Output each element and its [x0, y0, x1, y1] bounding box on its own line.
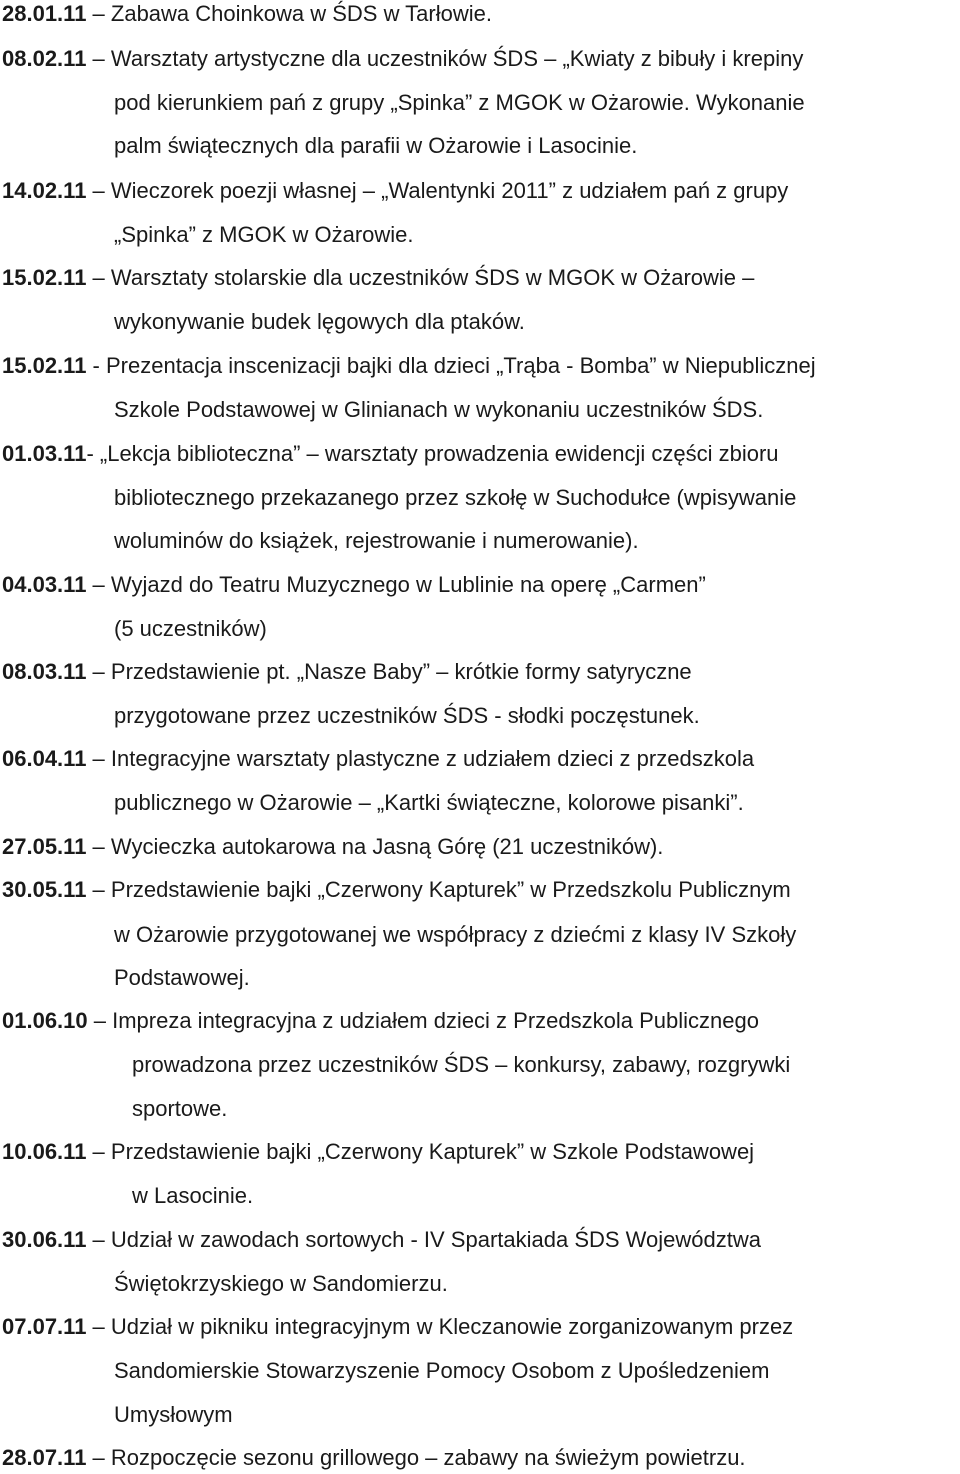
entry-1 [2, 3, 492, 25]
entry-text: – Zabawa Choinkowa w ŚDS w Tarłowie. [86, 1, 492, 26]
entry-date: 01.03.11 [2, 441, 87, 466]
entry-text: – Wieczorek poezji własnej – „Walentynki 2011” z udziałem pań z grupy [86, 178, 789, 203]
entry-date: 08.03.11 [2, 659, 87, 684]
entry-12 [2, 1010, 759, 1032]
entry-16 [2, 1447, 746, 1469]
entry-date: 27.05.11 [2, 834, 87, 859]
entry-14 [2, 1229, 761, 1251]
entry-14-line-2: Świętokrzyskiego w Sandomierzu. [114, 1271, 448, 1296]
entry-3 [2, 180, 788, 202]
entry-6 [2, 443, 779, 465]
entry-text: – Warsztaty artystyczne dla uczestników ŚDS – „Kwiaty z bibuły i krepiny [86, 46, 804, 71]
entry-5-line-2: Szkole Podstawowej w Glinianach w wykonaniu uczestników ŚDS. [114, 397, 764, 422]
entry-date: 28.07.11 [2, 1445, 87, 1470]
entry-text: – Rozpoczęcie sezonu grillowego – zabawy na świeżym powietrzu. [86, 1445, 746, 1470]
entry-date: 30.06.11 [2, 1227, 87, 1252]
entry-text: – Warsztaty stolarskie dla uczestników ŚDS w MGOK w Ożarowie – [86, 265, 755, 290]
entry-9 [2, 748, 754, 770]
entry-6-line-3: woluminów do książek, rejestrowanie i numerowanie). [114, 528, 639, 553]
entry-5 [2, 355, 816, 377]
entry-text: – Wycieczka autokarowa na Jasną Górę (21 uczestników). [86, 834, 664, 859]
entry-9-line-2: publicznego w Ożarowie – „Kartki świąteczne, kolorowe pisanki”. [114, 790, 744, 815]
entry-8-line-2: przygotowane przez uczestników ŚDS - słodki poczęstunek. [114, 703, 700, 728]
entry-text: – Integracyjne warsztaty plastyczne z udziałem dzieci z przedszkola [86, 746, 755, 771]
entry-text: - Prezentacja inscenizacji bajki dla dzieci „Trąba - Bomba” w Niepublicznej [86, 353, 816, 378]
entry-15-line-3: Umysłowym [114, 1402, 233, 1427]
entry-12-line-3: sportowe. [132, 1096, 228, 1121]
entry-date: 14.02.11 [2, 178, 87, 203]
entry-8 [2, 661, 692, 683]
entry-13 [2, 1141, 754, 1163]
entry-10 [2, 836, 663, 858]
entry-15-line-2: Sandomierskie Stowarzyszenie Pomocy Osobom z Upośledzeniem [114, 1358, 770, 1383]
entry-date: 04.03.11 [2, 572, 87, 597]
entry-2-line-3: palm świątecznych dla parafii w Ożarowie i Lasocinie. [114, 133, 638, 158]
entry-13-line-2: w Lasocinie. [132, 1183, 254, 1208]
entry-15 [2, 1316, 793, 1338]
entry-7 [2, 574, 706, 596]
entry-text: – Impreza integracyjna z udziałem dzieci z Przedszkola Publicznego [87, 1008, 759, 1033]
entry-2-line-2: pod kierunkiem pań z grupy „Spinka” z MGOK w Ożarowie. Wykonanie [114, 90, 805, 115]
entry-date: 28.01.11 [2, 1, 87, 26]
entry-12-line-2: prowadzona przez uczestników ŚDS – konkursy, zabawy, rozgrywki [132, 1052, 791, 1077]
entry-text: – Udział w pikniku integracyjnym w Kleczanowie zorganizowanym przez [86, 1314, 794, 1339]
entry-7-line-2: (5 uczestników) [114, 616, 267, 641]
entry-date: 01.06.10 [2, 1008, 88, 1033]
entry-date: 15.02.11 [2, 265, 87, 290]
entry-date: 15.02.11 [2, 353, 87, 378]
entry-text: – Przedstawienie bajki „Czerwony Kapturek” w Szkole Podstawowej [86, 1139, 755, 1164]
entry-2 [2, 48, 954, 70]
entry-11 [2, 879, 791, 901]
entry-11-line-3: Podstawowej. [114, 965, 250, 990]
entry-text: – Przedstawienie bajki „Czerwony Kapturek” w Przedszkolu Publicznym [86, 877, 791, 902]
entry-text: – Udział w zawodach sortowych - IV Spartakiada ŚDS Województwa [86, 1227, 761, 1252]
entry-3-line-2: „Spinka” z MGOK w Ożarowie. [114, 222, 414, 247]
entry-text: – Przedstawienie pt. „Nasze Baby” – krótkie formy satyryczne [86, 659, 692, 684]
entry-date: 07.07.11 [2, 1314, 87, 1339]
entry-11-line-2: w Ożarowie przygotowanej we współpracy z dziećmi z klasy IV Szkoły [114, 922, 797, 947]
entry-text: - „Lekcja biblioteczna” – warsztaty prowadzenia ewidencji części zbioru [86, 441, 779, 466]
entry-6-line-2: bibliotecznego przekazanego przez szkołę w Suchodułce (wpisywanie [114, 485, 797, 510]
entry-date: 06.04.11 [2, 746, 87, 771]
entry-4 [2, 267, 754, 289]
entry-4-line-2: wykonywanie budek lęgowych dla ptaków. [114, 309, 525, 334]
entry-date: 10.06.11 [2, 1139, 87, 1164]
entry-text: – Wyjazd do Teatru Muzycznego w Lublinie na operę „Carmen” [86, 572, 706, 597]
entry-date: 08.02.11 [2, 46, 87, 71]
entry-date: 30.05.11 [2, 877, 87, 902]
